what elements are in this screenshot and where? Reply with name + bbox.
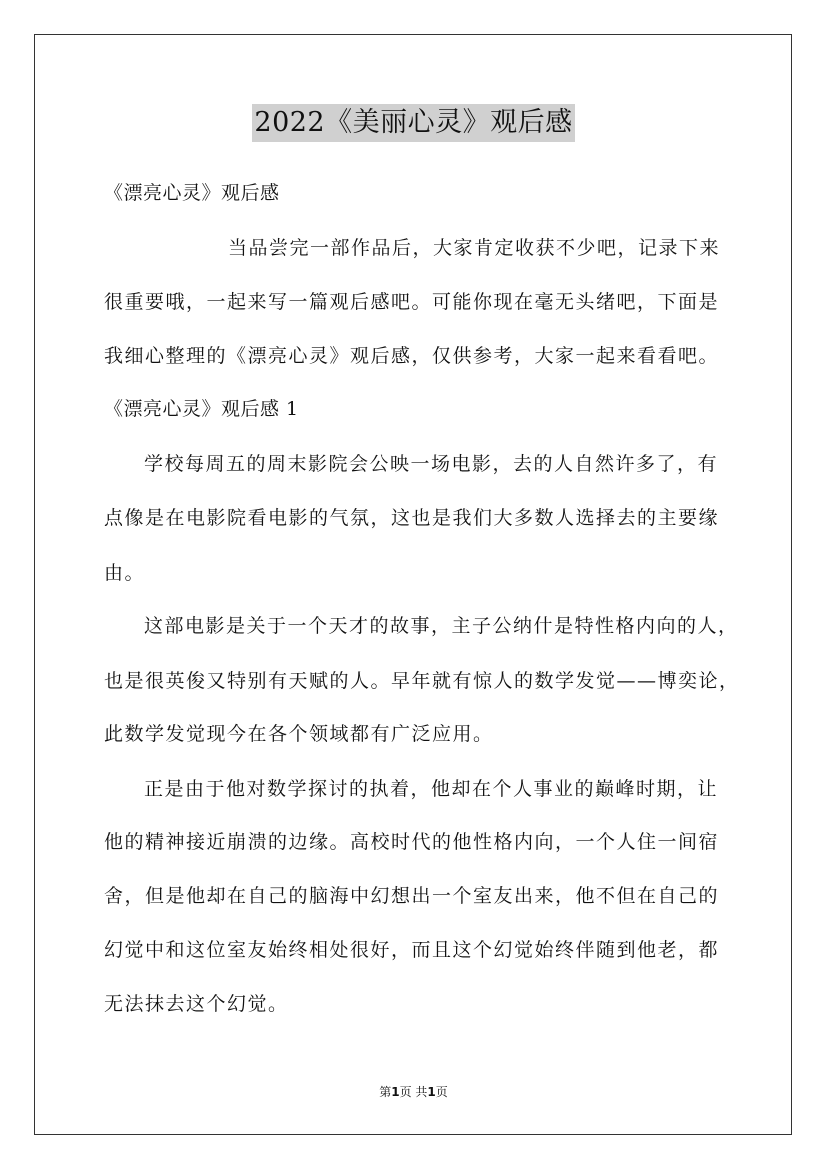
paragraph-line: 无法抹去这个幻觉。: [104, 993, 289, 1015]
intro-line: 我细心整理的《漂亮心灵》观后感，仅供参考，大家一起来看看吧。: [104, 345, 720, 367]
paragraph-line: 也是很英俊又特别有天赋的人。早年就有惊人的数学发觉——博奕论，: [104, 670, 740, 692]
page-suffix: 页: [435, 1085, 448, 1099]
title-container: [0, 104, 827, 142]
paragraph-line: 此数学发觉现今在各个领域都有广泛应用。: [104, 723, 494, 745]
intro-line: 当品尝完一部作品后，大家肯定收获不少吧，记录下来: [228, 237, 721, 259]
document-title: 2022《美丽心灵》观后感: [252, 104, 574, 142]
paragraph-line: 幻觉中和这位室友始终相处很好，而且这个幻觉始终伴随到他老，都: [104, 939, 720, 961]
paragraph-line: 他的精神接近崩溃的边缘。高校时代的他性格内向，一个人住一间宿: [104, 831, 720, 853]
paragraph-line: 这部电影是关于一个天才的故事，主子公纳什是特性格内向的人，: [144, 615, 739, 637]
paragraph-line: 点像是在电影院看电影的气氛，这也是我们大多数人选择去的主要缘: [104, 507, 720, 529]
paragraph-line: 正是由于他对数学探讨的执着，他却在个人事业的巅峰时期，让: [144, 778, 719, 800]
page-prefix: 第: [379, 1085, 392, 1099]
page-footer: [0, 1084, 827, 1100]
subheading: 《漂亮心灵》观后感: [104, 182, 280, 204]
page-total: 1: [427, 1085, 436, 1099]
paragraph-line: 由。: [104, 562, 146, 584]
paragraph-line: 学校每周五的周末影院会公映一场电影，去的人自然许多了，有: [144, 453, 719, 475]
page-mid: 页 共: [399, 1085, 428, 1099]
paragraph-line: 舍，但是他却在自己的脑海中幻想出一个室友出来，他不但在自己的: [104, 885, 720, 907]
subheading: 《漂亮心灵》观后感 1: [104, 398, 299, 420]
intro-line: 很重要哦，一起来写一篇观后感吧。可能你现在毫无头绪吧，下面是: [104, 291, 720, 313]
page-current: 1: [391, 1085, 400, 1099]
